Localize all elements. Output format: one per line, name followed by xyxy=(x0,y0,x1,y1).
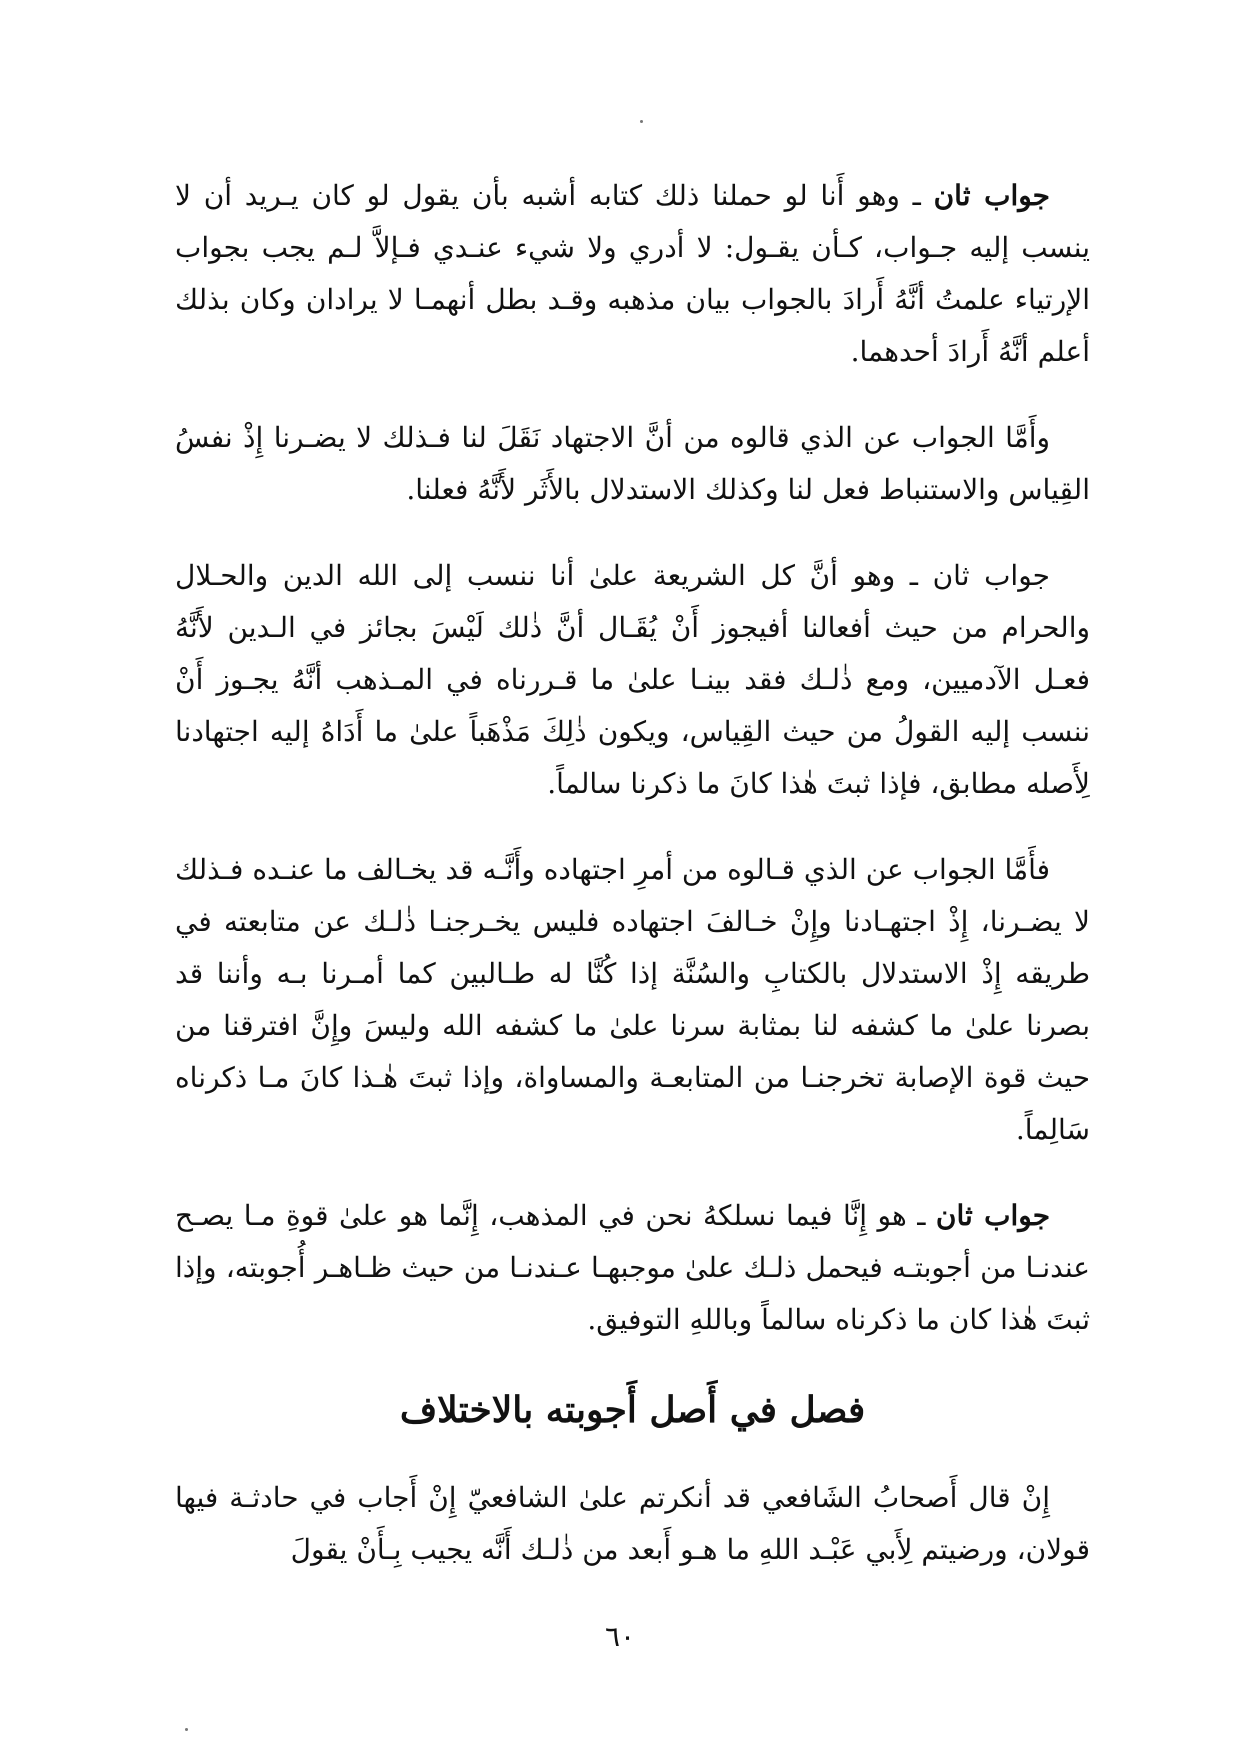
paragraph-text: إِنْ قال أَصحابُ الشَافعي قد أنكرتم علىٰ الشافعيّ إِنْ أَجاب في حادثـة فيها قولان، ورضيتم لِأَبي عَبْـد اللهِ ما هـو أَبعد من ذٰلـك أَنَّه يجيب بِـأَنْ يقولَ xyxy=(175,1481,1090,1566)
paragraph-text: ـ هو إِنَّا فيما نسلكهُ نحن في المذهب، إِنَّما هو علىٰ قوةِ مـا يصـح عندنـا من أجوبتـه فيحمل ذلـك علىٰ موجبهـا عـندنـا من حيث ظـاهـر أُجوبته، وإذا ثبتَ هٰذا كان ما ذكرناه سالماً وباللهِ التوفيق. xyxy=(175,1199,1090,1336)
paragraph-2 xyxy=(175,412,1090,516)
section-heading: فصل في أَصل أَجوبته بالاختلاف xyxy=(399,1389,866,1431)
document-body xyxy=(175,170,1090,1610)
paragraph-lead: جواب ثان xyxy=(935,1199,1051,1232)
closing-paragraph xyxy=(175,1472,1090,1576)
paragraph-text: جواب ثان ـ وهو أنَّ كل الشريعة علىٰ أنا ننسب إلى الله الدين والحـلال والحرام من حيث أفعالنا أفيجوز أَنْ يُقَـال أنَّ ذٰلك لَيْسَ بجائز في الـدين لأَنَّهُ فعـل الآدميين، ومع ذٰلـك فقد بينـا علىٰ ما قـررناه في المـذهب أنَّهُ يجـوز أَنْ ننسب إليه القولُ من حيث القِياس، ويكون ذٰلِكَ مَذْهَباً علىٰ ما أَدَاهُ إليه اجتهادنا لِأَصله مطابق، فإذا ثبتَ هٰذا كانَ ما ذكرنا سالماً. xyxy=(175,559,1091,800)
paragraph-4 xyxy=(175,844,1090,1156)
scan-speck xyxy=(185,1728,188,1731)
paragraph-text: فأَمَّا الجواب عن الذي قـالوه من أمرِ اجتهاده وأَنَّـه قد يخـالف ما عنـده فـذلك لا يضـرنا، إِذْ اجتهـادنا وإِنْ خـالفَ اجتهاده فليس يخـرجنـا ذٰلـك عن متابعته في طريقه إِذْ الاستدلال بالكتابِ والسُنَّة إذا كُنَّا له طـالبين كما أمـرنا بـه وأننا قد بصرنا علىٰ ما كشفه لنا بمثابة سرنا علىٰ ما كشفه الله وليسَ وإِنَّ افترقنا من حيث قوة الإصابة تخرجنـا من المتابعـة والمساواة، وإذا ثبتَ هٰـذا كانَ مـا ذكرناه سَالِماً. xyxy=(175,853,1090,1146)
paragraph-5 xyxy=(175,1190,1090,1346)
paragraph-lead: جواب ثان xyxy=(933,179,1050,212)
scan-speck xyxy=(640,120,643,123)
paragraph-1 xyxy=(175,170,1090,378)
paragraph-text: ـ وهو أَنا لو حملنا ذلك كتابه أشبه بأن يقول لو كان يـريد أن لا ينسب إليه جـواب، كـأن يقـول: لا أدري ولا شيء عنـدي فـإلاَّ لـم يجب بجواب الإرتياء علمتُ أنَّهُ أَرادَ بالجواب بيان مذهبه وقـد بطل أنهمـا لا يرادان وكان بذلك أعلم أنَّهُ أَرادَ أحدهما. xyxy=(175,179,1090,368)
page-number: ٦٠ xyxy=(604,1620,636,1653)
paragraph-text: وأَمَّا الجواب عن الذي قالوه من أنَّ الاجتهاد نَقَلَ لنا فـذلك لا يضـرنا إِذْ نفسُ القِياس والاستنباط فعل لنا وكذلك الاستدلال بالأَثَر لأَنَّهُ فعلنا. xyxy=(175,421,1090,506)
paragraph-3 xyxy=(175,550,1090,810)
